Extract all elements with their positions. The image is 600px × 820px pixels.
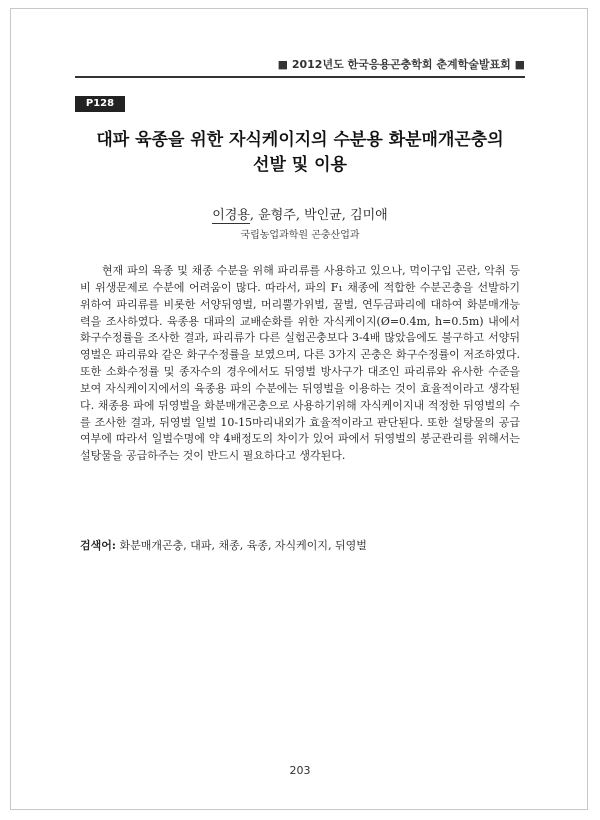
author-list xyxy=(75,207,525,225)
title-line-1: 대파 육종을 위한 자식케이지의 수분용 화분매개곤충의 xyxy=(96,130,504,150)
title-line-2: 선발 및 이용 xyxy=(253,155,347,175)
keywords-label: 검색어: xyxy=(80,539,116,552)
co-authors: , 윤형주, 박인균, 김미애 xyxy=(249,208,388,223)
header-divider xyxy=(75,76,525,78)
presenting-author: 이경용 xyxy=(212,208,250,223)
paper-title xyxy=(75,128,525,178)
poster-number-badge: P128 xyxy=(75,96,125,112)
conference-header: ■ 2012년도 한국응용곤충학회 춘계학술발표회 ■ xyxy=(277,58,525,71)
page-number: 203 xyxy=(289,764,311,777)
affiliation: 국립농업과학원 곤충산업과 xyxy=(240,230,360,241)
keywords xyxy=(80,538,520,554)
abstract-body: 현재 파의 육종 및 채종 수분을 위해 파리류를 사용하고 있으나, 먹이구입 곤란, 악취 등 비 위생문제로 수분에 어려움이 많다. 따라서, 파의 F₁ 채종에 적합한 수분곤충을 선발하기 위하여 파리류를 비롯한 서양뒤영벌, 머리뿔가위벌, 꿀벌, 연두금파리에 대하여 화분매개능력을 조사하였다. 육종용 대파의 교배순화를 위한 자식케이지(Ø=0.4m, h=0.5m) 내에서 화구수정률을 조사한 결과, 파리류가 다른 실험곤충보다 3-4배 많았음에도 불구하고 서양뒤영벌은 파리류와 같은 화구수정률을 보였으며, 다른 3가지 곤충은 화구수정률이 저조하였다. 또한 소화수정률 및 종자수의 경우에서도 뒤영벌 방사구가 대조인 파리류와 유사한 수준을 보여 자식케이지에서의 육종용 파의 수분에는 뒤영벌을 이용하는 것이 효율적이라고 생각된다. 채종용 파에 뒤영벌을 화분매개곤충으로 사용하기위해 자식케이지내 적정한 뒤영벌의 수를 조사한 결과, 뒤영벌 일벌 10-15마리내외가 효율적이라고 판단된다. 또한 설탕물의 공급여부에 따라서 일벌수명에 약 4배정도의 차이가 있어 파에서 뒤영벌의 봉군관리를 위해서는 설탕물을 공급하주는 것이 반드시 필요하다고 생각된다. xyxy=(80,264,520,463)
keywords-text: 화분매개곤충, 대파, 채종, 육종, 자식케이지, 뒤영벌 xyxy=(115,539,367,552)
